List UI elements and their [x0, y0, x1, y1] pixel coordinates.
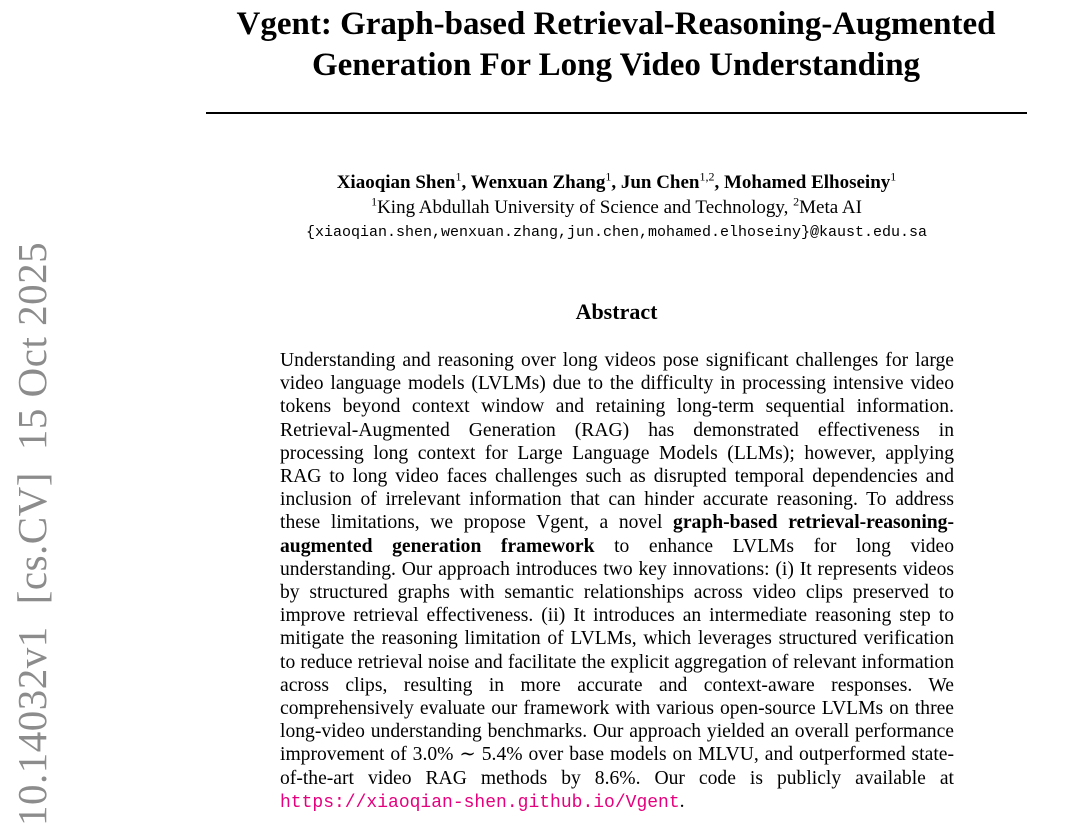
author-affiliation-mark: 1,2 — [699, 169, 715, 184]
author-names: Xiaoqian Shen$^1$, Wenxuan Zhang$^1$, Jun Chen$^{1,2}$, Mohamed Elhoseiny$^1$ — [336, 169, 897, 193]
abstract-text — [280, 349, 954, 815]
author-name: Jun Chen — [620, 172, 700, 193]
paper-title — [200, 4, 1032, 86]
author-email: {xiaoqian.shen,wenxuan.zhang,jun.chen,mohamed.elhoseiny}@kaust.edu.sa — [305, 224, 928, 241]
code-link[interactable]: https://xiaoqian-shen.github.io/Vgent — [280, 792, 680, 813]
abstract-end: . — [679, 790, 685, 812]
arxiv-category: [cs.CV] — [9, 472, 55, 605]
affiliation-mark: 1 — [371, 194, 378, 209]
arxiv-id: 10.14032v1 — [9, 626, 55, 826]
arxiv-date: 15 Oct 2025 — [9, 241, 55, 451]
title-line-1: Vgent: Graph-based Retrieval-Reasoning-Augmented — [236, 6, 996, 42]
author-name: Wenxuan Zhang — [470, 172, 606, 193]
title-divider — [206, 112, 1027, 114]
affiliation-mark: 2 — [793, 194, 800, 209]
affiliation-name: Meta AI — [799, 197, 862, 218]
title-line-2: Generation For Long Video Understanding — [311, 47, 921, 83]
abstract-text-part-2: to enhance LVLMs for long video understanding. Our approach introduces two key innovations: (i) It represents videos by structured graphs with semantic relationships across video clips preserved to improve retrieval effectiveness. (ii) It introduces an intermediate reasoning step to mitigate the reasoning limitation of LVLMs, which leverages structured verification to reduce retrieval noise and facilitate the explicit aggregation of relevant information across clips, resulting in more accurate and context-aware responses. We comprehensively evaluate our framework with various open-source LVLMs on three long-video understanding benchmarks. Our approach yielded an overall performance improvement of 3.0% ∼ 5.4% over base models on MLVU, and outperformed state-of-the-art video RAG methods by 8.6%. Our code is publicly available at — [280, 535, 954, 789]
author-name: Mohamed Elhoseiny — [724, 172, 891, 193]
affiliation-name: King Abdullah University of Science and Technology, — [377, 197, 789, 218]
arxiv-identifier-stamp — [4, 206, 60, 826]
author-affiliation-mark: 1 — [605, 169, 612, 184]
abstract-heading: Abstract — [575, 299, 658, 324]
author-name: Xiaoqian Shen — [336, 172, 456, 193]
author-affiliation-mark: 1 — [890, 169, 897, 184]
author-block — [206, 170, 1027, 245]
abstract-emphasis: graph-based retrieval-reasoning-augmented generation framework — [280, 512, 954, 557]
abstract-text-part-1: Understanding and reasoning over long videos pose significant challenges for large video language models (LVLMs) due to the difficulty in processing intensive video tokens beyond context window and retaining long-term sequential information. Retrieval-Augmented Generation (RAG) has demonstrated effectiveness in processing long context for Large Language Models (LLMs); however, applying RAG to long video faces challenges such as disrupted temporal dependencies and inclusion of irrelevant information that can hinder accurate reasoning. To address these limitations, we propose Vgent, a novel — [280, 350, 954, 534]
author-affiliation-mark: 1 — [455, 169, 462, 184]
affiliations — [206, 195, 1027, 220]
